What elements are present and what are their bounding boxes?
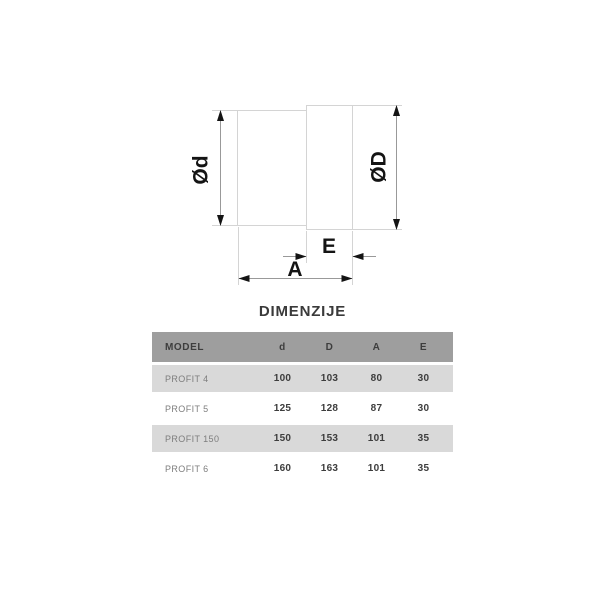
header-E: E [419,341,428,353]
table-row [152,425,453,452]
arrowhead-left-icon [353,253,364,260]
arrowhead-up-icon [393,105,400,116]
arrowhead-down-icon [393,219,400,230]
arrowhead-right-icon [342,275,353,282]
header-d: d [279,341,286,353]
table-row [152,365,453,392]
section-title: DIMENZIJE [258,303,347,320]
value-E: 35 [417,463,430,474]
value-d: 100 [273,373,292,384]
value-A: 87 [370,403,383,414]
value-E: 35 [417,433,430,444]
value-D: 153 [320,433,339,444]
dim-label-a: A [287,258,303,281]
dim-label-outer-diameter: ØD [367,151,391,183]
arrowhead-left-icon [239,275,250,282]
value-D: 103 [320,373,339,384]
model-name: PROFIT 5 [165,403,209,414]
dimensions-table [152,332,453,485]
flange-outline [307,106,353,230]
value-d: 125 [273,403,292,414]
arrowhead-down-icon [217,215,224,226]
table-row [152,395,453,422]
value-E: 30 [417,373,430,384]
value-d: 150 [273,433,292,444]
value-A: 80 [370,373,383,384]
table-row [152,455,453,482]
value-A: 101 [367,433,386,444]
model-name: PROFIT 4 [165,373,209,384]
dim-label-e: E [321,235,337,258]
header-A: A [372,341,381,353]
value-d: 160 [273,463,292,474]
value-A: 101 [367,463,386,474]
value-D: 128 [320,403,339,414]
value-D: 163 [320,463,339,474]
inlet-duct-outline [238,111,307,226]
dim-label-inner-diameter: Ød [189,155,213,185]
header-model: MODEL [165,341,205,353]
arrowhead-up-icon [217,110,224,121]
table-header-row [152,332,453,362]
model-name: PROFIT 150 [165,433,220,444]
header-D: D [325,341,334,353]
model-name: PROFIT 6 [165,463,209,474]
value-E: 30 [417,403,430,414]
